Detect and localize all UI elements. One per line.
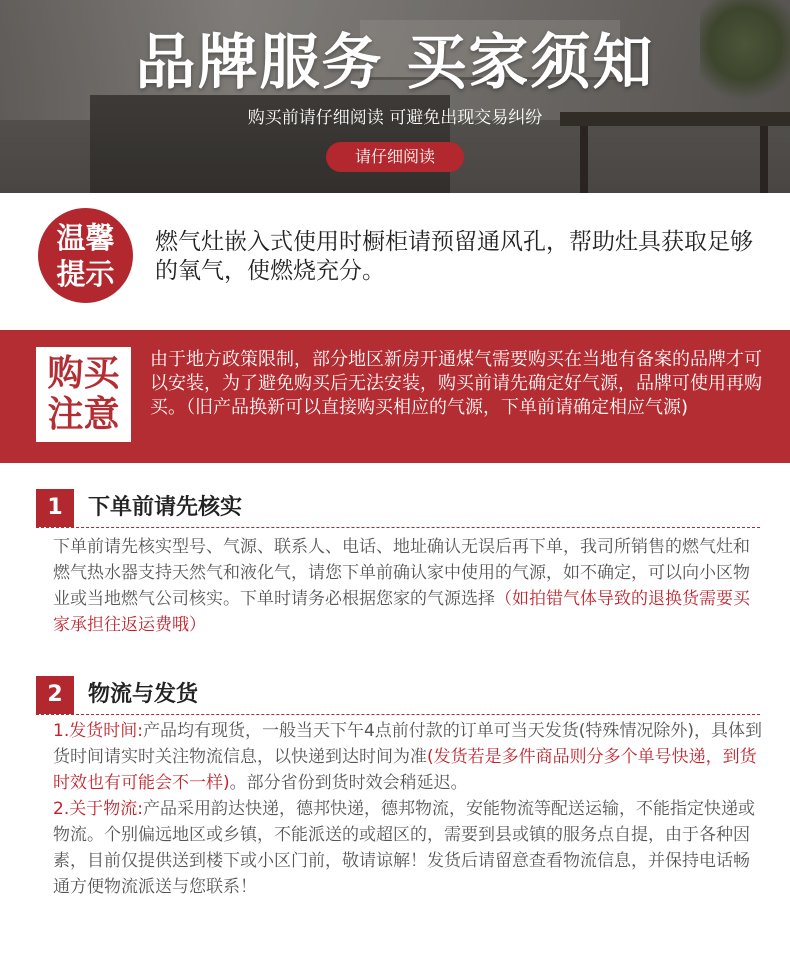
page-title: 品牌服务 买家须知	[135, 28, 655, 98]
section-title: 下单前请先核实	[88, 495, 243, 520]
tip-badge	[38, 208, 133, 303]
section-header-shipping	[36, 676, 756, 714]
notice-badge-line1: 购买	[47, 353, 120, 394]
tip-text: 燃气灶嵌入式使用时橱柜请预留通风孔，帮助灶具获取足够的氧气，使燃烧充分。	[155, 229, 753, 284]
read-carefully-button[interactable]: 请仔细阅读	[326, 142, 464, 172]
section-body-verify	[53, 534, 765, 638]
section-divider	[36, 527, 760, 528]
page-subtitle: 购买前请仔细阅读 可避免出现交易纠纷	[247, 108, 543, 128]
hero-banner	[0, 0, 790, 193]
notice-badge-line2: 注意	[47, 394, 120, 435]
tip-badge-line2: 提示	[56, 257, 115, 291]
logistics-paragraph	[53, 796, 765, 900]
notice-text: 由于地方政策限制，部分地区新房开通煤气需要购买在当地有备案的品牌才可以安装，为了避免购买后无法安装，购买前请先确定好气源，品牌可使用再购买。（旧产品换新可以直接购买相应的气源，下单前请确定相应气源)	[150, 349, 762, 418]
section-body-shipping	[53, 718, 765, 900]
notice-badge	[36, 347, 131, 442]
logistics-label: 2.关于物流:	[53, 799, 143, 819]
section-divider	[36, 714, 760, 715]
shipping-time-text-end: 。部分省份到货时效会稍延迟。	[229, 773, 468, 793]
verify-text: 下单前请先核实型号、气源、联系人、电话、地址确认无误后再下单，我司所销售的燃气灶和燃气热水器支持天然气和液化气，请您下单前确认家中使用的气源，如不确定，可以向小区物业或当地燃气公司核实。下单时请务必根据您家的气源选择	[53, 537, 750, 609]
logistics-text: 产品采用韵达快递，德邦快递，德邦物流，安能物流等配送运输，不能指定快递或物流。个别偏远地区或乡镇，不能派送的或超区的，需要到县或镇的服务点自提，由于各种因素，目前仅提供送到楼下或小区门前，敬请谅解！发货后请留意查看物流信息，并保持电话畅通方便物流派送与您联系！	[53, 799, 755, 897]
shipping-time-warning: (发货若是多件商品则分多个单号快递，到货时效也有可能会不一样)	[53, 747, 757, 793]
shipping-time-text: 产品均有现货，一般当天下午4点前付款的订单可当天发货(特殊情况除外)，具体到货时间请实时关注物流信息，以快递到达时间为准	[53, 721, 763, 767]
section-number: 2	[36, 676, 74, 714]
section-title: 物流与发货	[88, 682, 199, 707]
tip-badge-line1: 温馨	[56, 221, 115, 255]
shipping-time-label: 1.发货时间:	[53, 721, 143, 741]
verify-warning: （如拍错气体导致的退换货需要买家承担往返运费哦）	[53, 589, 750, 635]
section-header-verify	[36, 489, 756, 527]
section-number: 1	[36, 489, 74, 527]
shipping-time-paragraph	[53, 718, 765, 796]
